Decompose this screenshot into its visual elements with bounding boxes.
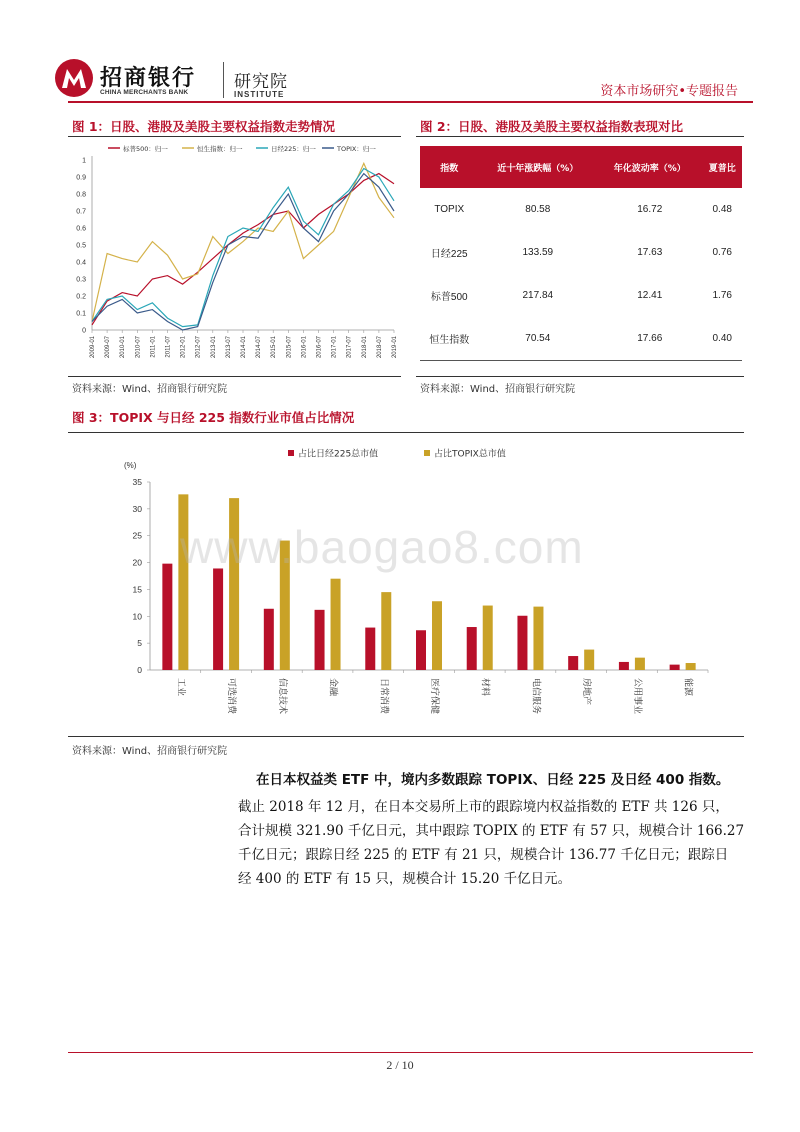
y-tick-label: 0.6: [76, 225, 86, 233]
institute-chinese-name: 研究院: [234, 72, 288, 92]
x-tick-label: 2010-07: [135, 336, 142, 359]
legend-swatch: [424, 450, 430, 456]
table-cell: 0.40: [702, 317, 742, 360]
x-tick-label: 2014-07: [256, 336, 263, 359]
cmb-logo-icon: [54, 58, 94, 98]
bar: [483, 606, 493, 670]
x-tick-label: 2012-01: [180, 336, 187, 359]
legend-label: 日经225：归一: [271, 145, 316, 153]
bar: [467, 627, 477, 670]
bar: [213, 568, 223, 670]
y-tick-label: 0.2: [76, 293, 86, 301]
y-tick-label: 0: [137, 665, 142, 675]
paragraph-lead: 在日本权益类 ETF 中，境内多数跟踪 TOPIX、日经 225 及日经 400 指数。: [256, 772, 730, 788]
figure3-top-rule: [68, 432, 744, 433]
figure1-title: 图 1：日股、港股及美股主要权益指数走势情况: [72, 119, 336, 134]
y-tick-label: 30: [132, 503, 142, 514]
x-tick-label: 金融: [327, 678, 338, 697]
bar: [568, 656, 578, 670]
figure2-source: 资料来源：Wind、招商银行研究院: [420, 384, 576, 395]
x-tick-label: 2015-07: [286, 336, 293, 359]
y-tick-label: 15: [132, 584, 142, 595]
bar: [432, 601, 442, 670]
y-tick-label: 0.1: [76, 310, 86, 318]
figure1-top-rule: [68, 136, 401, 137]
bar: [416, 630, 426, 670]
figure3-bottom-rule: [68, 736, 744, 737]
x-tick-label: 2009-07: [105, 336, 112, 359]
bar: [331, 579, 341, 670]
series-line-2: [92, 163, 394, 321]
x-tick-label: 2014-01: [241, 336, 247, 359]
table-header-cell: 指数: [420, 146, 479, 188]
y-tick-label: 1: [82, 157, 86, 165]
table-row: [420, 231, 742, 274]
bar: [365, 628, 375, 670]
logo-chinese-name: 招商银行: [100, 66, 197, 91]
table-cell: 1.76: [712, 290, 732, 301]
bar: [517, 616, 527, 670]
y-tick-label: 0.3: [76, 276, 86, 284]
bar: [670, 665, 680, 670]
legend-label: 恒生指数：归一: [197, 145, 243, 153]
x-tick-label: 能源: [682, 678, 693, 697]
figure2-table: [420, 146, 742, 361]
x-tick-label: 2015-01: [271, 336, 278, 359]
header-rule: [68, 101, 753, 103]
y-tick-label: 20: [132, 557, 142, 568]
table-cell: 133.59: [522, 247, 554, 258]
x-tick-label: 2013-01: [210, 336, 217, 359]
x-tick-label: 2019-01: [392, 336, 398, 359]
figure2-table-wrap: [420, 146, 742, 364]
y-axis-unit: (%): [124, 461, 137, 470]
figure3-title: 图 3：TOPIX 与日经 225 指数行业市值占比情况: [72, 410, 355, 425]
x-tick-label: 材料: [479, 678, 490, 697]
table-cell: 标普500: [430, 292, 468, 303]
paragraph-line: 千亿日元；跟踪日经 225 的 ETF 有 21 只，规模合计 136.77 千亿日元；跟踪日: [238, 847, 729, 863]
institute-english-name: INSTITUTE: [234, 90, 285, 99]
table-row: [420, 188, 742, 231]
x-tick-label: 2016-01: [301, 336, 308, 359]
bar: [584, 650, 594, 670]
footer-rule: [68, 1052, 753, 1053]
x-tick-label: 房地产: [581, 678, 592, 706]
table-cell: TOPIX: [434, 204, 465, 215]
paragraph-line: 经 400 的 ETF 有 15 只，规模合计 15.20 千亿日元。: [238, 871, 572, 887]
legend-label: TOPIX：归一: [337, 145, 376, 153]
bar: [635, 658, 645, 670]
table-cell: 日经225: [430, 249, 468, 260]
logo-separator: [223, 62, 224, 98]
figure2-title: 图 2：日股、港股及美股主要权益指数表现对比: [420, 119, 684, 134]
x-tick-label: 2016-07: [316, 336, 323, 359]
table-cell: 17.63: [637, 247, 663, 258]
table-header-cell: 近十年涨跌幅（%）: [479, 146, 598, 188]
x-tick-label: 工业: [175, 678, 186, 697]
x-tick-label: 2013-07: [225, 336, 232, 359]
y-tick-label: 0.9: [76, 174, 86, 182]
legend-label: 占比日经225总市值: [298, 449, 379, 460]
series-line-3: [92, 169, 394, 327]
bar: [315, 610, 325, 670]
watermark-text: www.baogao8.com: [180, 521, 584, 573]
report-type-label: 资本市场研究•专题报告: [600, 84, 738, 99]
figure2-bottom-rule: [416, 376, 744, 377]
table-cell: 0.48: [712, 204, 732, 215]
table-cell: 217.84: [522, 290, 554, 301]
legend-label: 占比TOPIX总市值: [434, 449, 506, 460]
y-tick-label: 0.8: [76, 191, 86, 199]
table-cell: 70.54: [479, 317, 598, 360]
y-tick-label: 10: [132, 611, 142, 622]
x-tick-label: 2018-07: [376, 336, 383, 359]
y-tick-label: 35: [132, 477, 142, 487]
x-tick-label: 公用事业: [631, 678, 642, 715]
figure1-source: 资料来源：Wind、招商银行研究院: [72, 384, 228, 395]
x-tick-label: 日常消费: [378, 678, 389, 715]
paragraph-line: 合计规模 321.90 千亿日元，其中跟踪 TOPIX 的 ETF 有 57 只，规模合计 166.27: [238, 823, 745, 839]
figure3-bar-chart: [118, 440, 718, 736]
x-tick-label: 2017-01: [331, 336, 338, 359]
x-tick-label: 2012-07: [195, 336, 202, 359]
bar: [533, 607, 543, 670]
x-tick-label: 2017-07: [346, 336, 353, 359]
table-cell: 17.66: [597, 317, 702, 360]
bar: [264, 609, 274, 670]
table-row: [420, 317, 742, 360]
x-tick-label: 可选消费: [226, 678, 237, 715]
legend-swatch: [288, 450, 294, 456]
legend-label: 标普500：归一: [123, 145, 168, 153]
y-tick-label: 25: [132, 530, 142, 541]
x-tick-label: 2018-01: [361, 336, 368, 359]
y-tick-label: 0.5: [76, 242, 86, 250]
logo-english-name: CHINA MERCHANTS BANK: [100, 89, 189, 96]
table-cell: 12.41: [637, 290, 663, 301]
table-row: [420, 274, 742, 317]
table-cell: 16.72: [637, 204, 663, 215]
page-number: 2 / 10: [386, 1058, 414, 1072]
table-header-cell: 年化波动率（%）: [597, 146, 702, 188]
bar: [619, 662, 629, 670]
figure2-top-rule: [416, 136, 744, 137]
figure1-line-chart: [70, 138, 400, 374]
table-cell: 80.58: [525, 204, 551, 215]
paragraph-line: 截止 2018 年 12 月，在日本交易所上市的跟踪境内权益指数的 ETF 共 126 只，: [238, 799, 729, 815]
y-tick-label: 0.7: [76, 208, 86, 216]
y-tick-label: 0.4: [76, 259, 86, 267]
x-tick-label: 电信服务: [530, 678, 541, 715]
x-tick-label: 信息技术: [276, 678, 287, 715]
y-tick-label: 5: [137, 638, 142, 649]
x-tick-label: 医疗保健: [429, 678, 439, 715]
bar: [381, 592, 391, 670]
x-tick-label: 2011-07: [165, 336, 172, 358]
figure3-source: 资料来源：Wind、招商银行研究院: [72, 746, 228, 757]
page-header: [0, 0, 800, 104]
y-tick-label: 0: [82, 327, 86, 335]
x-tick-label: 2011-01: [150, 336, 157, 358]
table-cell: 恒生指数: [420, 317, 479, 360]
table-cell: 0.76: [712, 247, 732, 258]
table-header-cell: 夏普比: [702, 146, 742, 188]
bar: [686, 663, 696, 670]
figure1-bottom-rule: [68, 376, 401, 377]
bar: [162, 564, 172, 670]
table-header-row: [420, 146, 742, 188]
x-tick-label: 2010-01: [120, 336, 127, 359]
x-tick-label: 2009-01: [90, 336, 96, 359]
